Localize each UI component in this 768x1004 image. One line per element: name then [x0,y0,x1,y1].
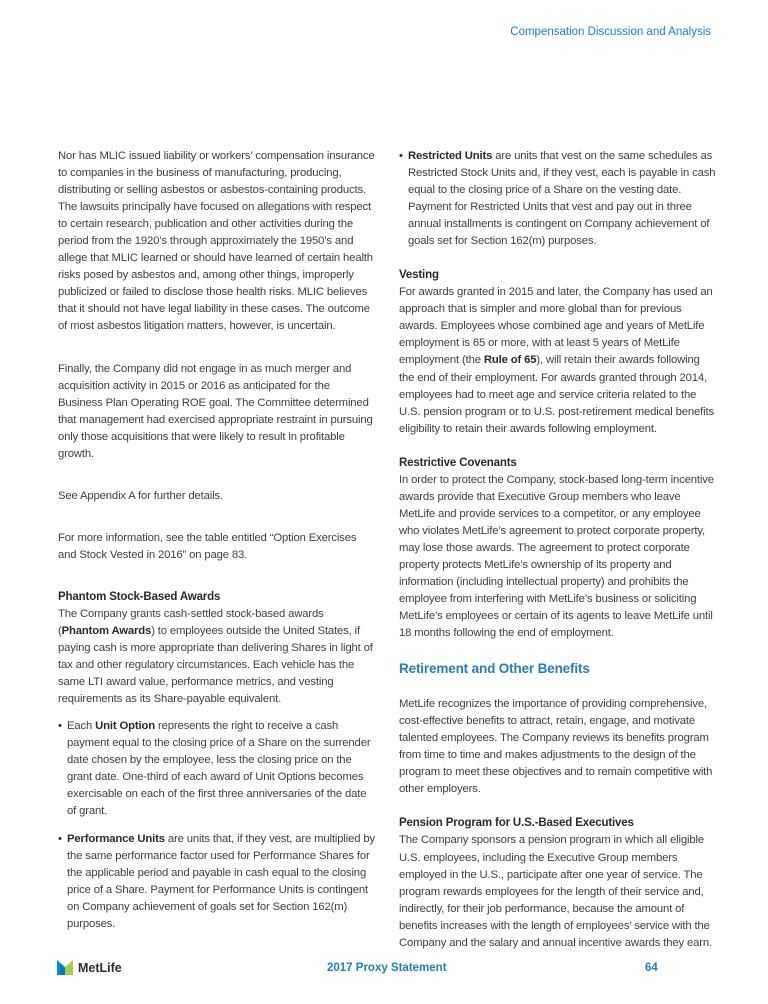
retirement-paragraph: MetLife recognizes the importance of providing comprehensive, cost-effective benefits to attract, retain, engage, and motivate talented employees. The Company reviews its benefits program from time to time and makes adjustments to the design of the program to meet these objectives and to remain competitive with other employers. [399,698,713,796]
bullet-icon: • [58,832,62,845]
merger-paragraph: Finally, the Company did not engage in as much merger and acquisition activity in 2015 or 2016 as anticipated for the Business Plan Operating ROE goal. The Committee determined that management had exercised appropriate restraint in pursuing only those acquisitions that were likely to result in profitable growth. [58,362,373,460]
phantom-heading: Phantom Stock-Based Awards [58,590,221,603]
page-number: 64 [645,962,658,974]
unit-option-bullet: • Each Unit Option represents the right to receive a cash payment equal to the closing price of a Share on the surrender date chosen by the employee, less the closing price on the grant date. One-third of each award of Unit Options becomes exercisable on each of the first three anniversaries of the date of grant. [58,720,371,818]
bullet-icon: • [399,150,403,162]
metlife-logo [57,960,122,975]
vesting-heading: Vesting [399,269,439,282]
covenants-paragraph: In order to protect the Company, stock-based long-term incentive awards provide that Executive Group members who leave MetLife and provide services to a competitor, or any employee who violates MetLife’s agreement to protect corporate property, may lose those awards. The agreement to protect corporate property protects MetLife’s ownership of its property and information (including intellectual property) and prohibits the employee from interfering with MetLife’s business or soliciting MetLife’s employees or certain of its agents to leave MetLife until 18 months following the end of employment. [399,473,714,640]
section-title: Compensation Discussion and Analysis [510,26,711,38]
performance-units-bullet: • Performance Units are units that, if they vest, are multiplied by the same performance factor used for Performance Shares for the applicable period and payable in cash equal to the closing price of a Share. Payment for Performance Units is contingent on Company achievement of goals set for Section 162(m) purposes. [58,832,375,930]
appendix-paragraph: See Appendix A for further details. [58,489,223,502]
more-info-paragraph: For more information, see the table entitled “Option Exercises and Stock Vested in 2016” on page 83. [58,531,357,561]
left-column [58,148,376,933]
logo-text: MetLife [78,960,122,975]
restricted-units-bullet: • Restricted Units are units that vest on the same schedules as Restricted Stock Units and, if they vest, each is payable in cash equal to the closing price of a Share on the vesting date. Payment for Restricted Units that vest and pay out in three annual installments is contingent on Company achievement of goals set for Section 162(m) purposes. [399,150,716,248]
document-title: 2017 Proxy Statement [327,962,447,974]
right-column [399,148,717,952]
vesting-paragraph: For awards granted in 2015 and later, the Company has used an approach that is simpler and more global than for previous awards. Employees whose combined age and years of MetLife employment is 65 or more, with at least 5 years of MetLife employment (the Rule of 65), will retain their awards following the end of their employment. For awards granted through 2014, employees had to meet age and service criteria related to the U.S. pension program or to U.S. post-retirement medical benefits eligibility to retain their awards following employment. [399,286,715,435]
retirement-heading: Retirement and Other Benefits [399,661,590,677]
metlife-logo-icon [57,960,73,975]
bullet-icon: • [58,720,62,733]
page-footer [0,960,768,980]
phantom-intro: The Company grants cash-settled stock-based awards (Phantom Awards) to employees outside the United States, if paying cash is more appropriate than delivering Shares in light of tax and other regulatory circumstances. Each vehicle has the same LTI award value, performance metrics, and vesting requirements as its Share-payable equivalent. [58,607,373,706]
asbestos-paragraph: Nor has MLIC issued liability or workers’ compensation insurance to companies in the business of manufacturing, producing, distributing or selling asbestos or asbestos-containing products. The lawsuits principally have focused on allegations with respect to certain research, publication and other activities during the period from the 1920’s through approximately the 1950’s and allege that MLIC learned or should have learned of certain health risks posed by asbestos and, among other things, improperly publicized or failed to disclose those health risks. MLIC believes that it should not have legal liability in these cases. The outcome of most asbestos litigation matters, however, is uncertain. [58,150,375,333]
covenants-heading: Restrictive Covenants [399,456,517,469]
pension-heading: Pension Program for U.S.-Based Executives [399,817,634,830]
pension-paragraph: The Company sponsors a pension program in which all eligible U.S. employees, including the Executive Group members employed in the U.S., participate after one year of service. The program rewards employees for the length of their service and, indirectly, for their job performance, because the amount of benefits increases with the length of employees’ service with the Company and the salary and annual incentive awards they earn. [399,834,713,949]
